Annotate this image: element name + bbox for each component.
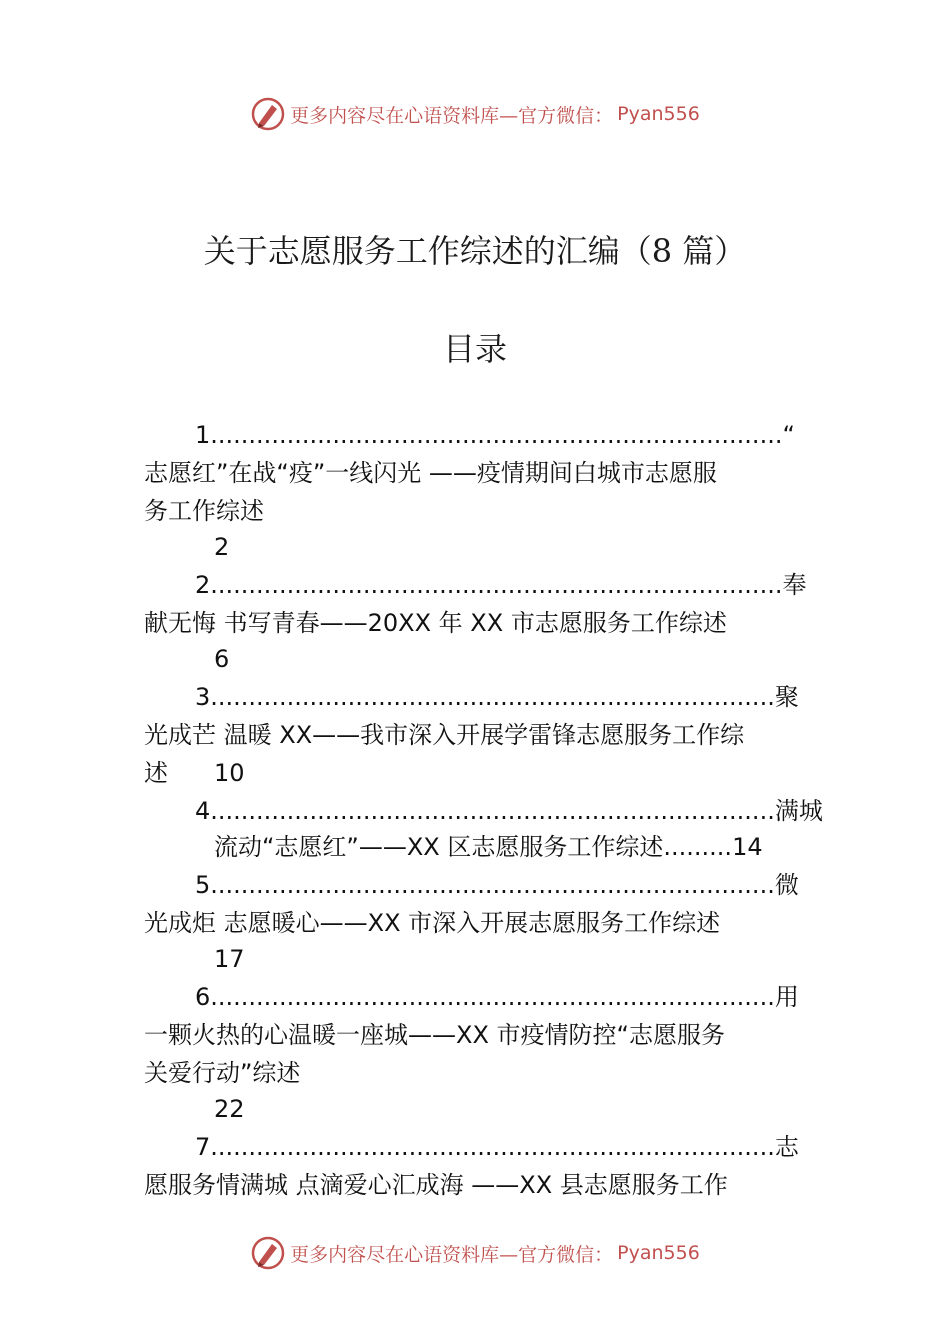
banner-wechat-id: Pyan556 — [617, 1242, 700, 1264]
toc-entry-number: 5..........................................................................微 — [195, 871, 799, 899]
toc-entry-title-line: 志愿红”在战“疫”一线闪光 ——疫情期间白城市志愿服 — [144, 459, 717, 487]
banner-text: 更多内容尽在心语资料库—官方微信： — [290, 104, 614, 127]
toc-entry-title-line: 光成芒 温暖 XX——我市深入开展学雷锋志愿服务工作综 — [144, 721, 745, 749]
toc-entry-number: 4..........................................................................满城 — [195, 797, 823, 825]
toc-entry-page: 17 — [214, 945, 245, 973]
header-banner — [0, 94, 950, 134]
toc-entry-title-line: 献无悔 书写青春——20XX 年 XX 市志愿服务工作综述 — [144, 609, 727, 637]
toc-heading: 目录 — [442, 330, 507, 368]
toc-entry-page: 22 — [214, 1095, 245, 1123]
toc-entry-number: 2...........................................................................奉 — [195, 571, 807, 599]
pen-logo-icon — [250, 96, 286, 132]
pen-logo-icon — [250, 1235, 286, 1271]
toc-entry-title-line: 一颗火热的心温暖一座城——XX 市疫情防控“志愿服务 — [144, 1021, 725, 1049]
toc-entry-number: 1...........................................................................“ — [195, 421, 795, 449]
toc-entry-page: 2 — [214, 533, 230, 561]
toc-entry-title-line: 述 — [144, 759, 168, 787]
banner-wechat-id: Pyan556 — [617, 103, 700, 125]
toc-entry-number: 3..........................................................................聚 — [195, 683, 799, 711]
toc-entry-page: 10 — [214, 759, 245, 787]
document-title: 关于志愿服务工作综述的汇编（8 篇） — [203, 232, 747, 270]
toc-entry-title-line: 愿服务情满城 点滴爱心汇成海 ——XX 县志愿服务工作 — [144, 1171, 728, 1199]
toc-entry-number: 6..........................................................................用 — [195, 983, 799, 1011]
toc-entry-number: 7..........................................................................志 — [195, 1133, 799, 1161]
toc-entry-title-line: 流动“志愿红”——XX 区志愿服务工作综述.........14 — [214, 833, 763, 861]
toc-entry-title-line: 光成炬 志愿暖心——XX 市深入开展志愿服务工作综述 — [144, 909, 721, 937]
footer-banner — [0, 1233, 950, 1273]
toc-entry-page: 6 — [214, 645, 230, 673]
toc-entry-title-line: 务工作综述 — [144, 497, 264, 525]
banner-text: 更多内容尽在心语资料库—官方微信： — [290, 1243, 614, 1266]
toc-entry-title-line: 关爱行动”综述 — [144, 1059, 301, 1087]
